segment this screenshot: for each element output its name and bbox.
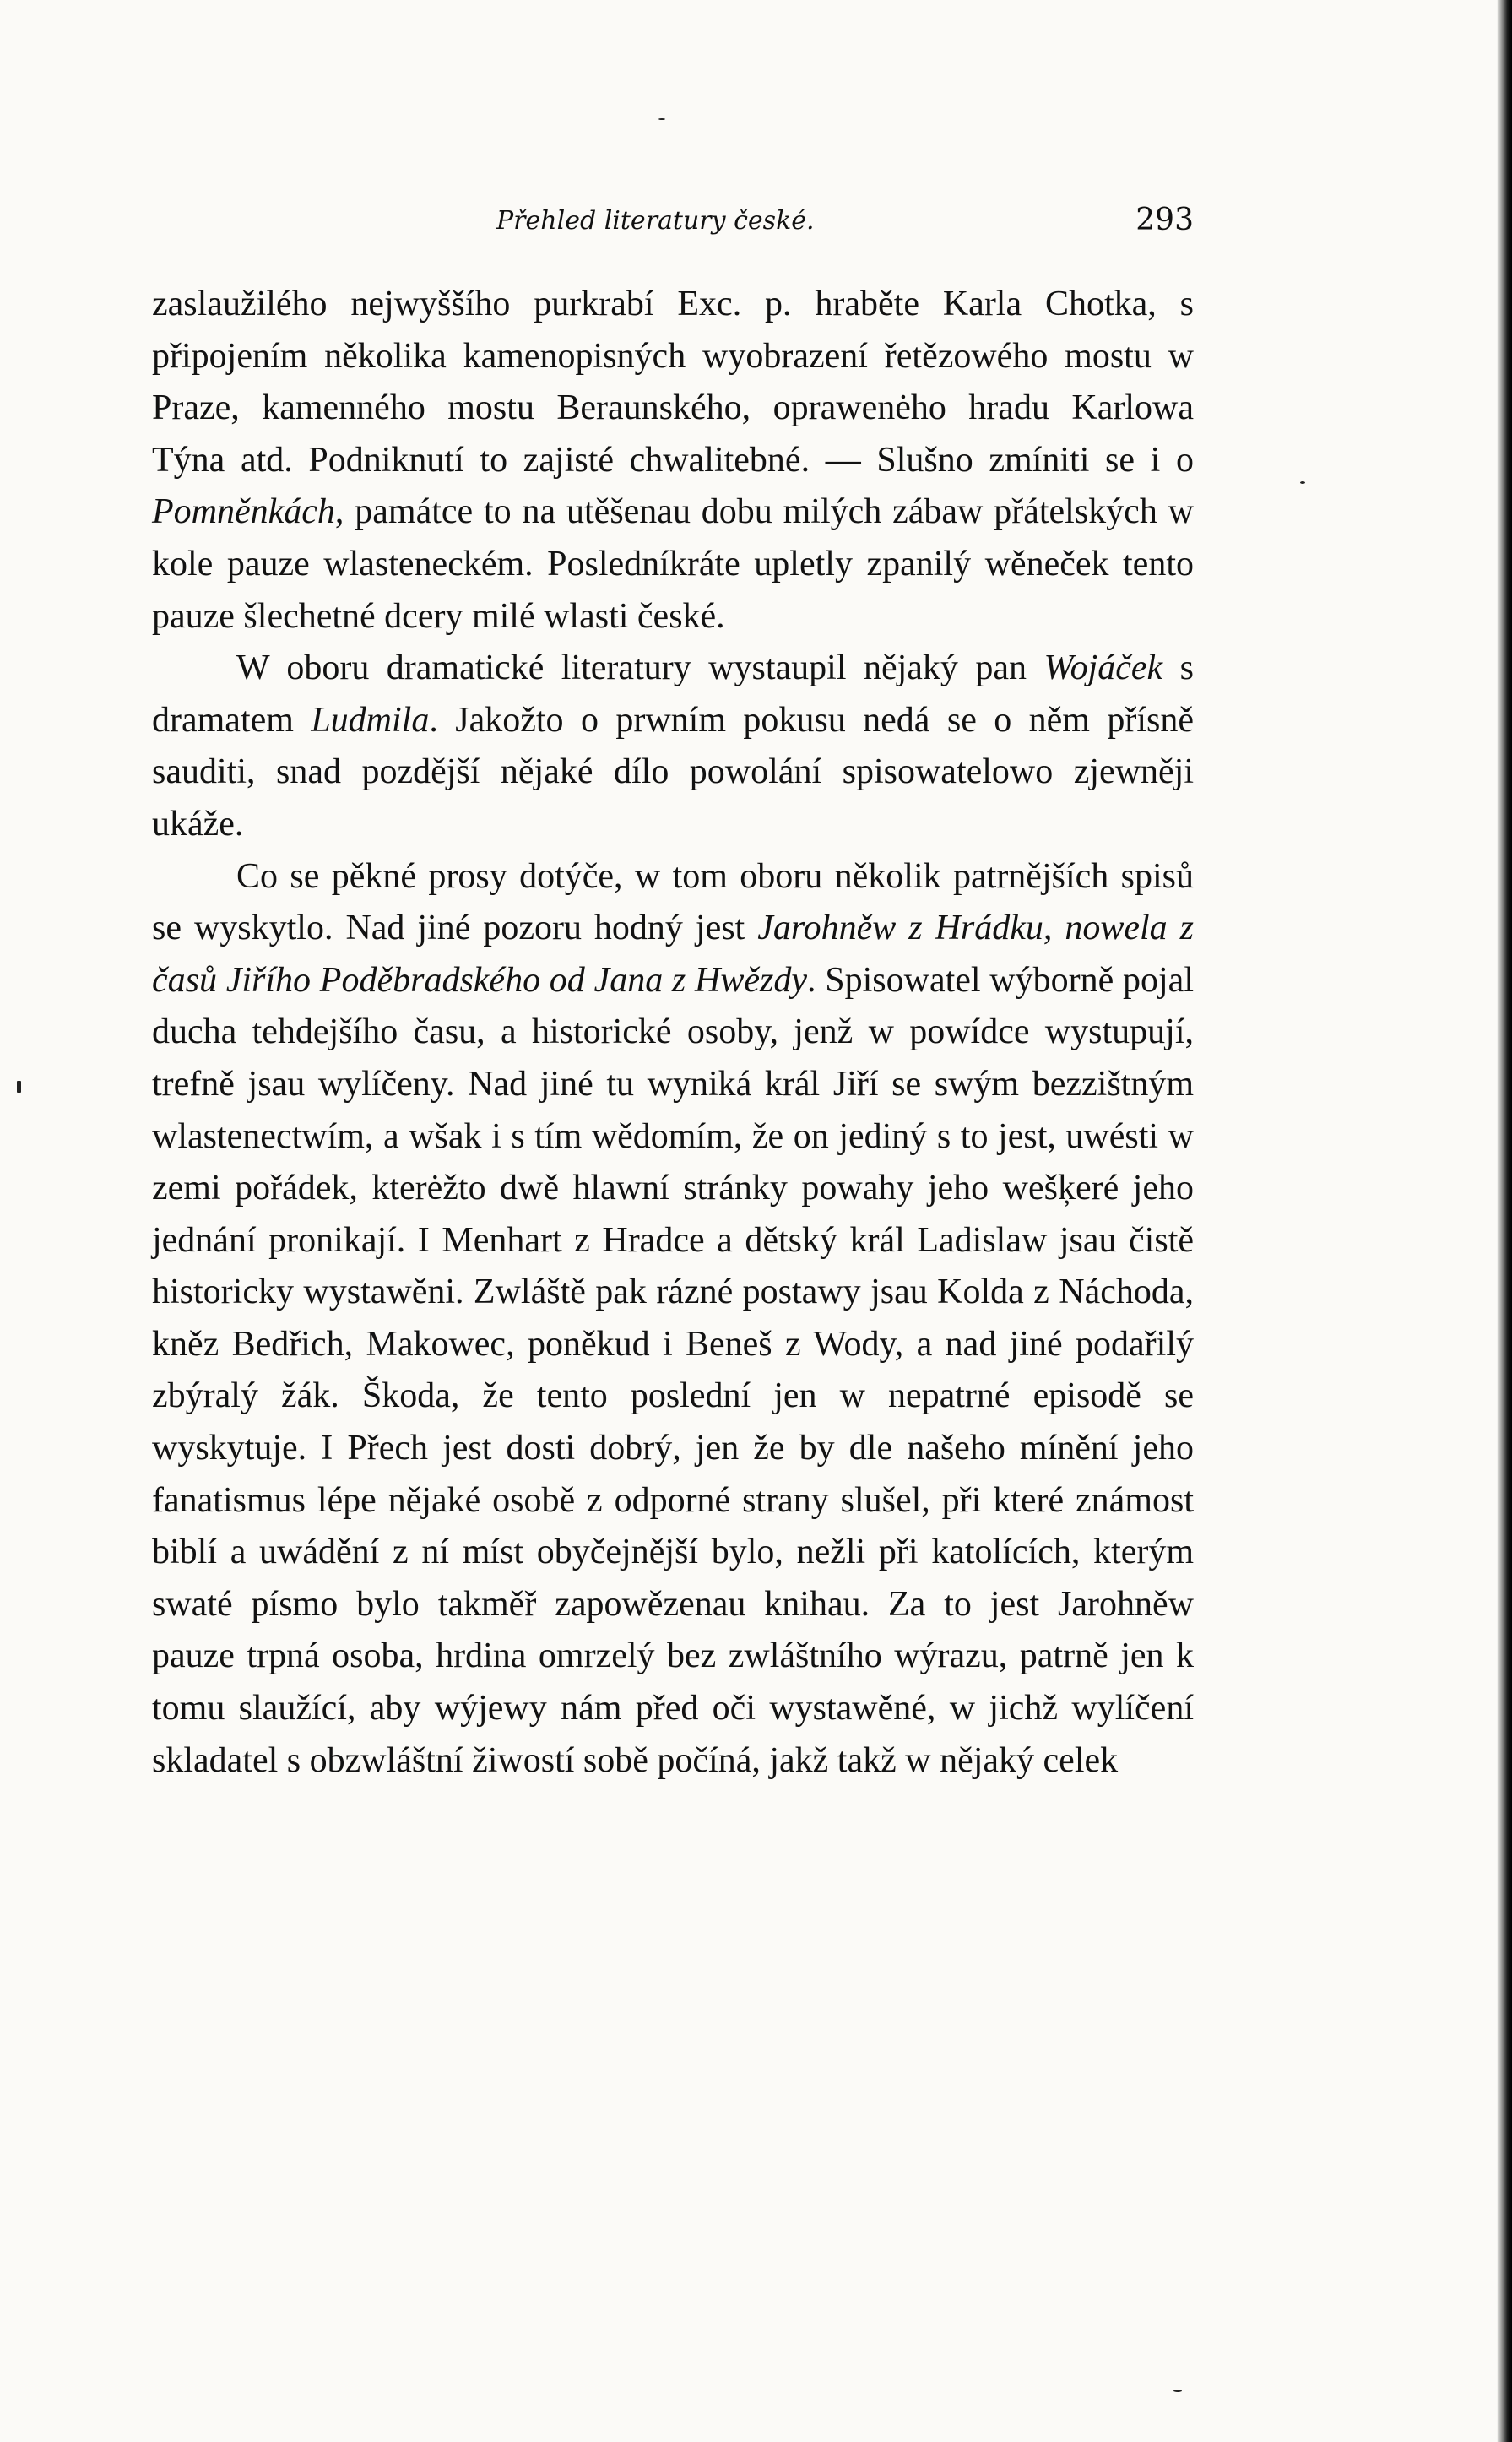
page-edge-shadow (1497, 0, 1512, 2442)
scan-speck (1300, 481, 1305, 484)
text-segment: s dramatem (152, 648, 1194, 740)
italic-title-jarohnew: Jarohněw z Hrádku, nowela z časů Jiřího Poděbradského od Jana z Hwězdy (152, 909, 1194, 1000)
italic-title-pomnenkach: Pomněnkách (152, 492, 335, 532)
text-segment: . Jakožto o prwním pokusu nedá se o něm přísně sauditi, snad pozdější nějaké dílo powolání spisowatelowo zjewněji ukáže. (152, 700, 1194, 844)
text-segment: W oboru dramatické literatury wystaupil nějaký pan (236, 648, 1044, 688)
text-segment: . Spisowatel wýborně pojal ducha tehdejšího času, a historické osoby, jenž w powídce wystupují, trefně jsau wylíčeny. Nad jiné tu wyniká král Jiří se swým bezzištným wlastenectwím, a wšak i s tím wědomím, že on jediný s to jest, uwésti w zemi pořádek, kterėžto dwě hlawní stránky powahy jeho wešķeré jeho jednání pronikají. I Menhart z Hradce a dětský král Ladislaw jsau čistě historicky wystawěni. Zwláště pak rázné postawy jsau Kolda z Náchoda, kněz Bedřich, Makowec, poněkud i Beneš z Wody, a nad jiné podařilý zbýralý žák. Škoda, že tento poslední jen w nepatrné episodě se wyskytuje. I Přech jest dosti dobrý, jen že by dle našeho mínění jeho fanatismus lépe nějaké osobě z odporné strany slušel, při které známost biblí a uwádění z ní míst obyčejnější bylo, nežli při katolících, kterým swaté písmo bylo takměř zapowězenau knihau. Za to jest Jarohněw pauze trpná osoba, hrdina omrzelý bez zwláštního wýrazu, patrně jen k tomu slaužící, aby wýjewy nám před oči wystawěné, w jichž wylíčení skladatel s obzwláštní žiwostí sobě počíná, jakž takž w nějaký celek (152, 960, 1194, 1780)
body-text (152, 279, 1194, 1787)
page-header (152, 196, 1194, 255)
scan-speck (17, 1081, 21, 1093)
text-segment: Co se pěkné prosy dotýče, w tom oboru několik patrnějších spisů se wyskytlo. Nad jiné pozoru hodný jest (152, 856, 1194, 948)
scan-speck (1173, 2390, 1182, 2392)
scan-speck (658, 118, 665, 120)
paragraph-3 (152, 851, 1194, 1788)
page-number: 293 (1135, 203, 1194, 237)
paragraph-1 (152, 279, 1194, 643)
running-title: Přehled literatury české. (496, 206, 815, 236)
text-segment: zaslaužilého nejwyššího purkrabí Exc. p. hraběte Karla Chotka, s připojením několika kamenopisných wyobrazení řetězowého mostu w Praze, kamenného mostu Beraunského, oprawenėho hradu Karlowa Týna atd. Podniknutí to zajisté chwalitebné. — Slušno zmíniti se i o (152, 285, 1194, 480)
text-segment: , památce to na utěšenau dobu milých zábaw přátelských w kole pauze wlasteneckém. Posledníkráte upletly zpanilý wěneček tento pauze šlechetné dcery milé wlasti české. (152, 492, 1194, 636)
paragraph-2 (152, 643, 1194, 850)
italic-title-ludmila: Ludmila (311, 700, 430, 740)
italic-author-wojacek: Wojáček (1043, 648, 1163, 688)
